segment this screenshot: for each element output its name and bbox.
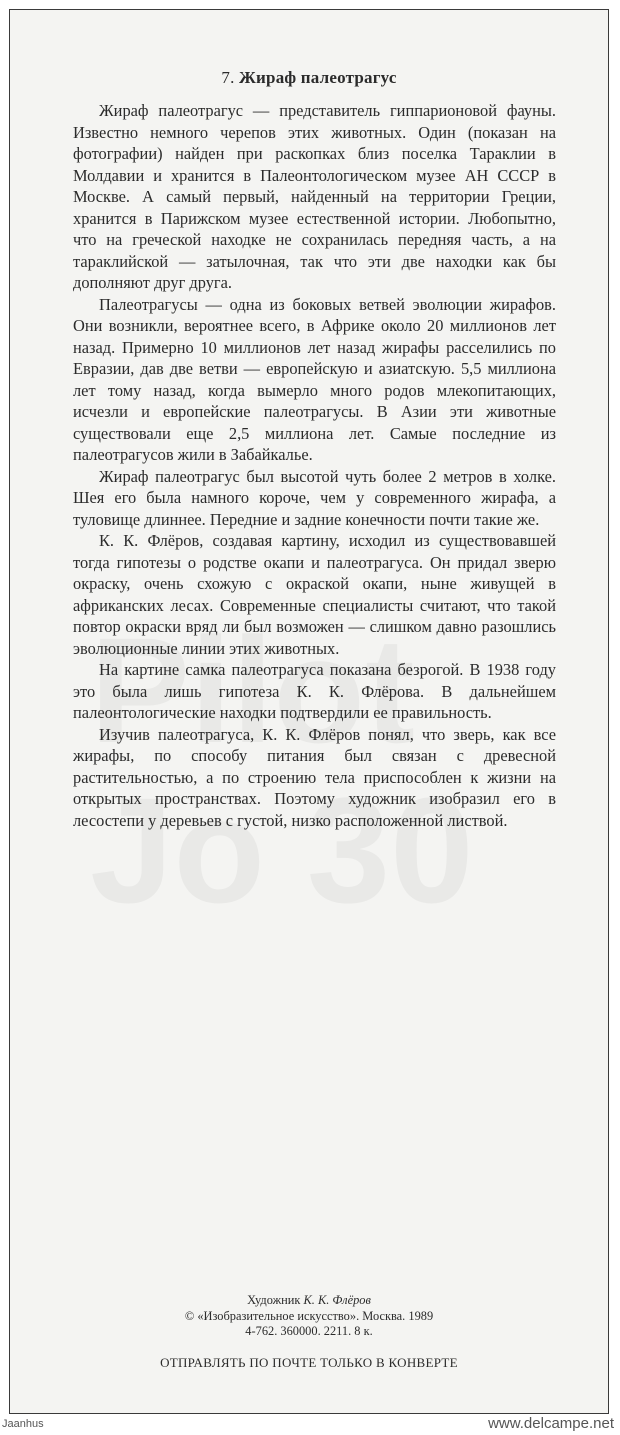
artist-name: К. К. Флёров xyxy=(303,1293,371,1307)
paragraph: На картине самка палеотрагуса показана безрогой. В 1938 году это была лишь гипотеза К. К. Флёрова. В дальнейшем палеонтологические находки подтвердили ее правильность. xyxy=(73,660,556,722)
seller-name: Jaanhus xyxy=(2,1418,44,1430)
title-name: Жираф палеотрагус xyxy=(239,68,397,87)
artist-line xyxy=(10,1293,608,1309)
postcard-back xyxy=(9,9,609,1414)
site-watermark: www.delcampe.net xyxy=(488,1415,614,1432)
paragraph: Изучив палеотрагуса, К. К. Флёров понял, что зверь, как все жирафы, по способу питания был связан с древесной растительностью, а по строению тела приспособлен к жизни на открытых пространствах. Поэтому художник изобразил его в лесостепи у деревьев с густой, низко расположенной листвой. xyxy=(73,724,556,830)
send-notice: ОТПРАВЛЯТЬ ПО ПОЧТЕ ТОЛЬКО В КОНВЕРТЕ xyxy=(160,1355,458,1370)
description-text xyxy=(73,100,556,831)
artist-prefix: Художник xyxy=(247,1293,304,1307)
paragraph: К. К. Флёров, создавая картину, исходил из существовавшей тогда гипотезы о родстве окапи и палеотрагуса. Он придал зверю окраску, очень схожую с окраской окапи, ныне живущей в африканских лесах. Современные специалисты считают, что такой повтор окраски вряд ли был возможен — слишком давно разошлись эволюционные линии этих животных. xyxy=(73,531,556,658)
paragraph: Жираф палеотрагус — представитель гиппарионовой фауны. Известно немного черепов этих животных. Один (показан на фотографии) найден при раскопках близ поселка Тараклии в Молдавии и хранится в Палеонтологическом музее АН СССР в Москве. А самый первый, найденный на территории Греции, хранится в Парижском музее естественной истории. Любопытно, что на греческой находке не сохранилась передняя часть, а на тараклийской — затылочная, так что эти две находки как бы дополняют друг друга. xyxy=(73,101,556,292)
paragraph: Палеотрагусы — одна из боковых ветвей эволюции жирафов. Они возникли, вероятнее всего, в Африке около 20 миллионов лет назад. Примерно 10 миллионов лет назад жирафы расселились по Евразии, дав две ветви — европейскую и азиатскую. 5,5 миллиона лет тому назад, когда вымерло много родов млекопитающих, исчезли и европейские палеотрагусы. В Азии эти животные существовали еще 2,5 миллиона лет. Самые последние из палеотрагусов жили в Забайкалье. xyxy=(73,294,556,464)
imprint xyxy=(10,1293,608,1340)
card-title xyxy=(10,68,608,88)
paragraph: Жираф палеотрагус был высотой чуть более 2 метров в холке. Шея его была намного короче, чем у современного жирафа, а туловище длиннее. Передние и задние конечности почти такие же. xyxy=(73,466,556,529)
print-code: 4-762. 360000. 2211. 8 к. xyxy=(245,1324,373,1338)
publisher-line: © «Изобразительное искусство». Москва. 1989 xyxy=(184,1308,434,1323)
title-number: 7. xyxy=(221,68,235,87)
